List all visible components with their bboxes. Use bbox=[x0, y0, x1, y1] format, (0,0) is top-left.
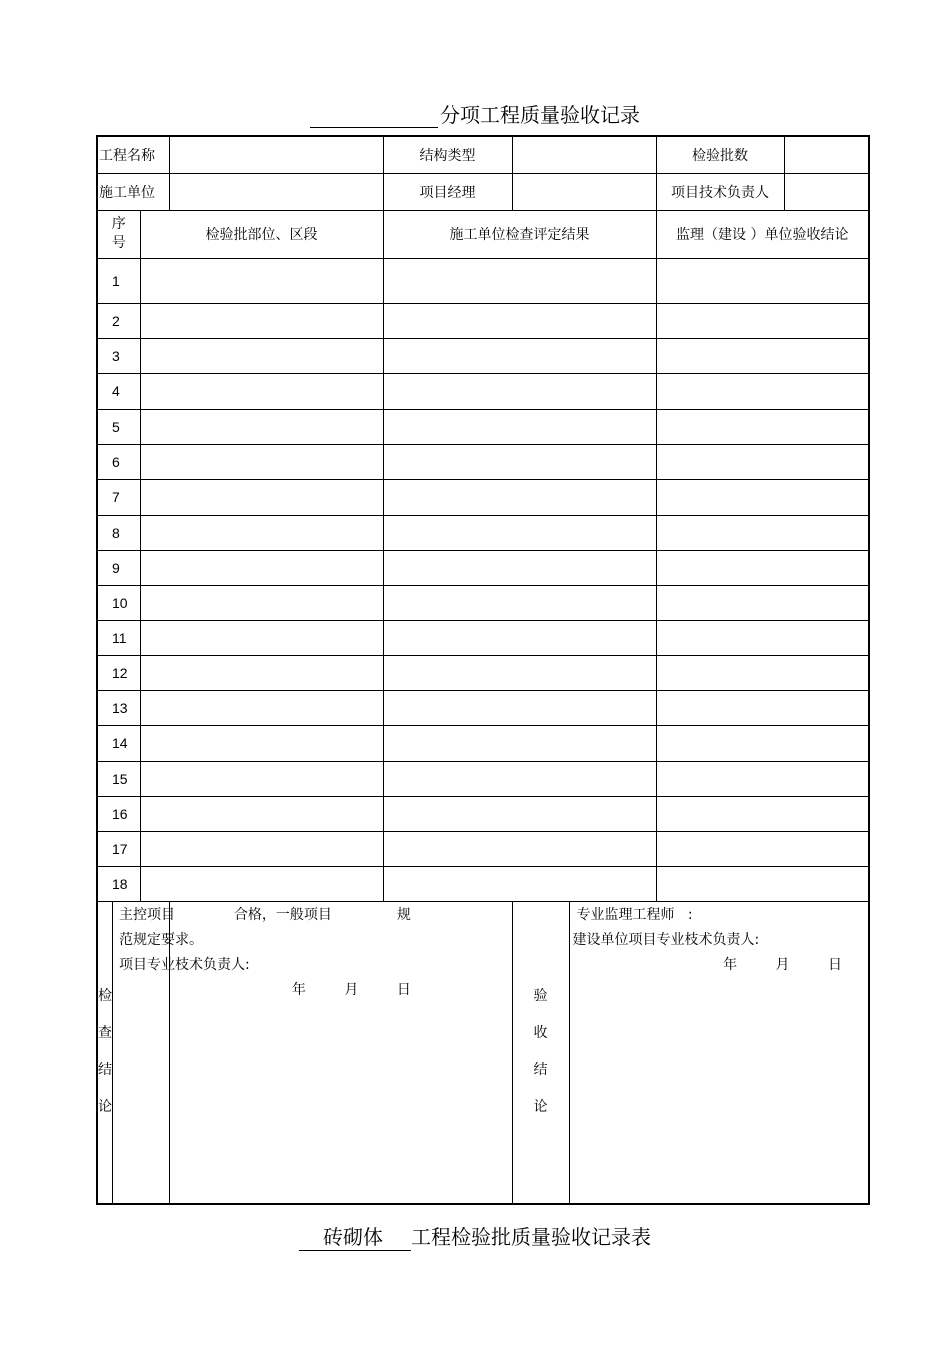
table-row bbox=[97, 761, 869, 796]
accept-char: 结 bbox=[533, 1062, 548, 1079]
location-cell[interactable] bbox=[140, 550, 383, 585]
supervision-cell[interactable] bbox=[656, 515, 869, 550]
table-row bbox=[97, 479, 869, 515]
row-number: 16 bbox=[97, 796, 140, 831]
supervision-cell[interactable] bbox=[656, 373, 869, 409]
supervision-cell[interactable] bbox=[656, 620, 869, 655]
row-number: 12 bbox=[97, 655, 140, 690]
accept-date bbox=[573, 953, 843, 978]
location-cell[interactable] bbox=[140, 515, 383, 550]
row-number: 15 bbox=[97, 761, 140, 796]
accept-conclusion-chars bbox=[513, 902, 570, 1203]
construction-unit-field[interactable] bbox=[169, 173, 383, 210]
eval-header: 施工单位检查评定结果 bbox=[383, 210, 656, 258]
check-field-split bbox=[170, 898, 512, 1203]
table-row bbox=[97, 725, 869, 761]
supervision-cell[interactable] bbox=[656, 761, 869, 796]
location-cell[interactable] bbox=[140, 338, 383, 373]
project-name-label: 工程名称 bbox=[97, 136, 169, 173]
month-label: 月 bbox=[775, 956, 790, 973]
project-manager-label: 项目经理 bbox=[383, 173, 512, 210]
row-number: 11 bbox=[97, 620, 140, 655]
table-row bbox=[97, 373, 869, 409]
batch-form-title-text: 工程检验批质量验收记录表 bbox=[411, 1225, 651, 1249]
supervision-cell[interactable] bbox=[656, 444, 869, 479]
material-name: 砖砌体 bbox=[299, 1221, 411, 1251]
row-number: 6 bbox=[97, 444, 140, 479]
check-conclusion-field[interactable] bbox=[169, 901, 512, 1204]
location-cell[interactable] bbox=[140, 258, 383, 303]
supervision-cell[interactable] bbox=[656, 655, 869, 690]
eval-cell[interactable] bbox=[383, 303, 656, 338]
eval-cell[interactable] bbox=[383, 796, 656, 831]
row-number: 7 bbox=[97, 479, 140, 515]
eval-cell[interactable] bbox=[383, 338, 656, 373]
check-conclusion-chars bbox=[98, 902, 113, 1203]
table-row bbox=[97, 831, 869, 866]
eval-cell[interactable] bbox=[383, 444, 656, 479]
batch-count-field[interactable] bbox=[784, 136, 869, 173]
table-row bbox=[97, 620, 869, 655]
row-number: 10 bbox=[97, 585, 140, 620]
row-number: 1 bbox=[97, 258, 140, 303]
tech-lead-field[interactable] bbox=[784, 173, 869, 210]
seq-header bbox=[97, 210, 140, 258]
construction-unit-label: 施工单位 bbox=[97, 173, 169, 210]
location-cell[interactable] bbox=[140, 444, 383, 479]
row-number: 2 bbox=[97, 303, 140, 338]
check-conclusion-label bbox=[97, 901, 411, 1204]
eval-cell[interactable] bbox=[383, 258, 656, 303]
day-label: 日 bbox=[396, 981, 411, 998]
row-number: 5 bbox=[97, 409, 140, 444]
supervision-cell[interactable] bbox=[656, 690, 869, 725]
table-row bbox=[97, 866, 869, 901]
check-line-1 bbox=[119, 903, 411, 928]
accept-conclusion-split bbox=[513, 902, 869, 1203]
table-row bbox=[97, 409, 869, 444]
batch-form-title bbox=[0, 1221, 950, 1251]
eval-cell[interactable] bbox=[383, 620, 656, 655]
location-cell[interactable] bbox=[140, 655, 383, 690]
location-cell[interactable] bbox=[140, 761, 383, 796]
table-row bbox=[97, 444, 869, 479]
eval-cell[interactable] bbox=[383, 690, 656, 725]
supervision-cell[interactable] bbox=[656, 725, 869, 761]
supervision-cell[interactable] bbox=[656, 796, 869, 831]
eval-cell[interactable] bbox=[383, 409, 656, 444]
supervision-cell[interactable] bbox=[656, 585, 869, 620]
location-cell[interactable] bbox=[140, 373, 383, 409]
row-number: 13 bbox=[97, 690, 140, 725]
eval-cell[interactable] bbox=[383, 550, 656, 585]
row-number: 4 bbox=[97, 373, 140, 409]
supervision-cell[interactable] bbox=[656, 866, 869, 901]
supervision-cell[interactable] bbox=[656, 303, 869, 338]
supervision-header: 监理（建设 ）单位验收结论 bbox=[656, 210, 869, 258]
location-cell[interactable] bbox=[140, 303, 383, 338]
eval-cell[interactable] bbox=[383, 725, 656, 761]
supervision-cell[interactable] bbox=[656, 479, 869, 515]
location-cell[interactable] bbox=[140, 479, 383, 515]
check-line-3: 项目专业枝术负责人: bbox=[119, 956, 250, 973]
table-row bbox=[97, 585, 869, 620]
supervision-cell[interactable] bbox=[656, 338, 869, 373]
accept-conclusion-text bbox=[569, 902, 868, 1203]
table-row bbox=[97, 303, 869, 338]
qualified-general-items: 合格，一般项目 bbox=[233, 906, 332, 923]
table-row bbox=[97, 258, 869, 303]
check-char: 论 bbox=[98, 1099, 112, 1116]
form-title bbox=[0, 99, 950, 128]
year-label: 年 bbox=[723, 956, 738, 973]
column-header-row bbox=[97, 210, 869, 258]
month-label: 月 bbox=[344, 981, 359, 998]
row-number: 9 bbox=[97, 550, 140, 585]
check-char: 查 bbox=[98, 1025, 112, 1042]
location-cell[interactable] bbox=[140, 866, 383, 901]
owner-tech-lead-label: 建设单位项目专业枝术负责人: bbox=[572, 931, 760, 948]
eval-cell[interactable] bbox=[383, 866, 656, 901]
supervision-cell[interactable] bbox=[656, 409, 869, 444]
location-cell[interactable] bbox=[140, 690, 383, 725]
row-number: 17 bbox=[97, 831, 140, 866]
table-row bbox=[97, 690, 869, 725]
location-cell[interactable] bbox=[140, 725, 383, 761]
check-char: 检 bbox=[98, 988, 112, 1005]
eval-cell[interactable] bbox=[383, 831, 656, 866]
supervisor-engineer-label: 专业监理工程师 : bbox=[576, 906, 693, 923]
check-char: 结 bbox=[98, 1062, 112, 1079]
seq-header-line2: 号 bbox=[111, 235, 126, 251]
accept-char: 收 bbox=[533, 1025, 548, 1042]
location-header: 检验批部位、区段 bbox=[140, 210, 383, 258]
project-manager-field[interactable] bbox=[512, 173, 656, 210]
table-row bbox=[97, 655, 869, 690]
table-row bbox=[97, 338, 869, 373]
inspection-record-table bbox=[96, 135, 870, 1205]
main-items-label: 主控项目 bbox=[119, 906, 175, 923]
location-cell[interactable] bbox=[140, 796, 383, 831]
supervision-cell[interactable] bbox=[656, 258, 869, 303]
row-number: 3 bbox=[97, 338, 140, 373]
eval-cell[interactable] bbox=[383, 373, 656, 409]
location-cell[interactable] bbox=[140, 585, 383, 620]
accept-char: 论 bbox=[533, 1099, 548, 1116]
location-cell[interactable] bbox=[140, 409, 383, 444]
seq-header-line1: 序 bbox=[111, 216, 126, 232]
conclusion-row bbox=[97, 901, 869, 1204]
row-number: 18 bbox=[97, 866, 140, 901]
table-row bbox=[97, 550, 869, 585]
tech-lead-label: 项目技术负责人 bbox=[656, 173, 784, 210]
batch-count-label: 检验批数 bbox=[656, 136, 784, 173]
eval-cell[interactable] bbox=[383, 479, 656, 515]
eval-cell[interactable] bbox=[383, 585, 656, 620]
structure-type-label: 结构类型 bbox=[383, 136, 512, 173]
title-blank-line bbox=[310, 107, 438, 128]
accept-char: 验 bbox=[533, 988, 548, 1005]
header-row-1 bbox=[97, 136, 869, 173]
structure-type-field[interactable] bbox=[512, 136, 656, 173]
supervision-cell[interactable] bbox=[656, 831, 869, 866]
row-number: 8 bbox=[97, 515, 140, 550]
form-title-text: 分项工程质量验收记录 bbox=[440, 103, 640, 127]
location-cell[interactable] bbox=[140, 620, 383, 655]
header-row-2 bbox=[97, 173, 869, 210]
eval-cell[interactable] bbox=[383, 515, 656, 550]
check-date bbox=[119, 978, 411, 1003]
table-row bbox=[97, 796, 869, 831]
eval-cell[interactable] bbox=[383, 655, 656, 690]
supervision-cell[interactable] bbox=[656, 550, 869, 585]
spec-char: 规 bbox=[396, 906, 411, 923]
table-row bbox=[97, 515, 869, 550]
eval-cell[interactable] bbox=[383, 761, 656, 796]
accept-conclusion-area bbox=[512, 901, 869, 1204]
check-line-2: 范规定要求。 bbox=[119, 931, 203, 948]
project-name-field[interactable] bbox=[169, 136, 383, 173]
day-label: 日 bbox=[828, 956, 842, 973]
year-label: 年 bbox=[291, 981, 306, 998]
row-number: 14 bbox=[97, 725, 140, 761]
location-cell[interactable] bbox=[140, 831, 383, 866]
